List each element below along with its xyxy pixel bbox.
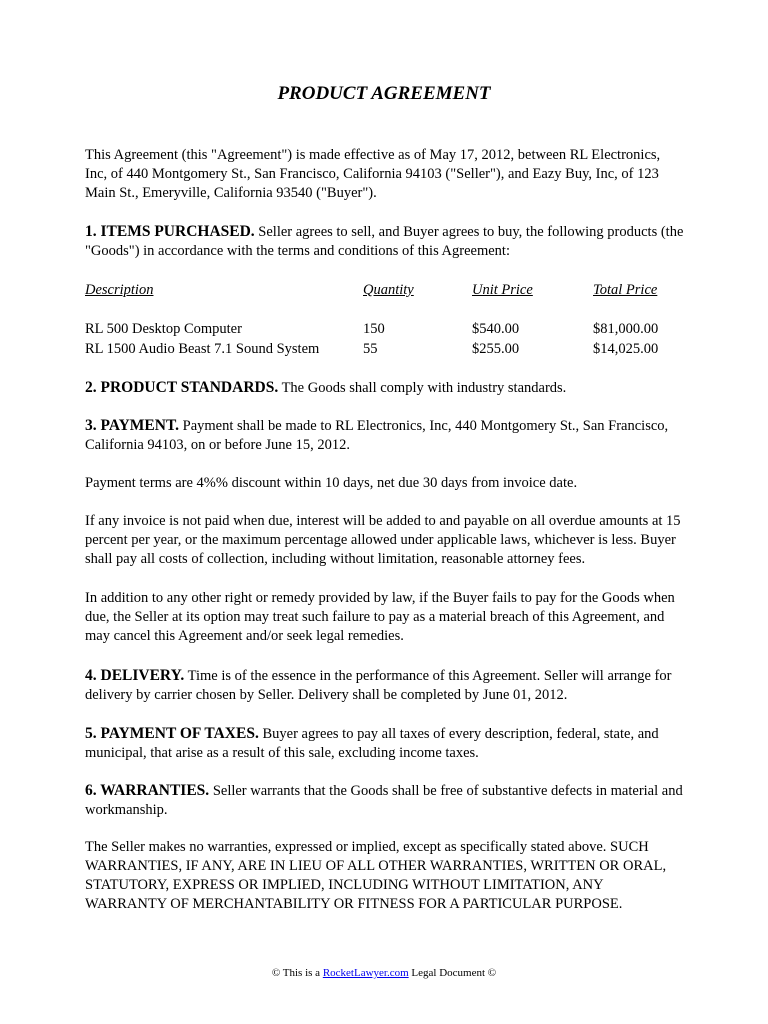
cell-total-price: $81,000.00 — [593, 321, 659, 337]
column-header-quantity: Quantity — [363, 282, 414, 298]
section-payment-of-taxes — [85, 724, 685, 763]
section-text: Seller agrees to sell, and Buyer agrees to buy, the following products (the "Goods") in accordance with the terms and conditions of this Agreement: — [85, 224, 684, 259]
table-header-row — [85, 280, 685, 319]
section-product-standards — [85, 378, 685, 398]
document-footer — [0, 966, 768, 980]
payment-interest-paragraph: If any invoice is not paid when due, interest will be added to and payable on all overdue amounts at 15 percent per year, or the maximum percentage allowed under applicable laws, whichever is less. Buyer shall pay all costs of collection, including without limitation, reasonable attorney fees. — [85, 513, 681, 567]
cell-total-price: $14,025.00 — [593, 341, 659, 357]
cell-unit-price: $540.00 — [472, 321, 520, 337]
section-text: Seller warrants that the Goods shall be free of substantive defects in material and workmanship. — [85, 783, 683, 818]
cell-description: RL 500 Desktop Computer — [85, 321, 242, 337]
footer-suffix: Legal Document © — [408, 967, 497, 979]
footer-prefix: © This is a — [271, 967, 323, 979]
table-row — [85, 339, 685, 359]
section-heading: 5. PAYMENT OF TAXES. — [85, 725, 259, 742]
section-text: Time is of the essence in the performance of this Agreement. Seller will arrange for delivery by carrier chosen by Seller. Delivery shall be completed by June 01, 2012. — [85, 668, 672, 703]
cell-description: RL 1500 Audio Beast 7.1 Sound System — [85, 341, 320, 357]
cell-unit-price: $255.00 — [472, 341, 520, 357]
section-heading: 6. WARRANTIES. — [85, 782, 210, 799]
section-text: Buyer agrees to pay all taxes of every description, federal, state, and municipal, that arise as a result of this sale, excluding income taxes. — [85, 726, 659, 761]
section-heading: 2. PRODUCT STANDARDS. — [85, 379, 279, 396]
rocketlawyer-link[interactable]: RocketLawyer.com — [322, 967, 409, 979]
column-header-total-price: Total Price — [593, 282, 658, 298]
column-header-unit-price: Unit Price — [472, 282, 533, 298]
section-text: The Goods shall comply with industry standards. — [278, 380, 567, 396]
section-heading: 3. PAYMENT. — [85, 417, 180, 434]
cell-quantity: 55 — [363, 341, 378, 357]
table-row — [85, 319, 685, 339]
document-title: PRODUCT AGREEMENT — [277, 83, 491, 104]
section-text: Payment shall be made to RL Electronics, Inc, 440 Montgomery St., San Francisco, California 94103, on or before June 15, 2012. — [85, 418, 669, 453]
intro-paragraph: This Agreement (this "Agreement") is made effective as of May 17, 2012, between RL Electronics, Inc, of 440 Montgomery St., San Francisco, California 94103 ("Seller"), and Eazy Buy, Inc, of 123 Main St., Emeryville, California 93540 ("Buyer"). — [85, 147, 661, 201]
payment-remedy-paragraph: In addition to any other right or remedy provided by law, if the Buyer fails to pay for the Goods when due, the Seller at its option may treat such failure to pay as a material breach of this Agreement, and may cancel this Agreement and/or seek legal remedies. — [85, 590, 675, 644]
section-items-purchased — [85, 222, 685, 261]
section-warranties — [85, 781, 685, 820]
payment-terms-paragraph: Payment terms are 4%% discount within 10 days, net due 30 days from invoice date. — [85, 475, 578, 491]
warranty-disclaimer-paragraph: The Seller makes no warranties, expressed or implied, except as specifically stated above. SUCH WARRANTIES, IF ANY, ARE IN LIEU OF ALL OTHER WARRANTIES, WRITTEN OR ORAL, STATUTORY, EXPRESS OR IMPLIED, INCLUDING WITHOUT LIMITATION, ANY WARRANTY OF MERCHANTABILITY OR FITNESS FOR A PARTICULAR PURPOSE. — [85, 839, 667, 912]
section-heading: 4. DELIVERY. — [85, 667, 185, 684]
cell-quantity: 150 — [363, 321, 385, 337]
section-payment — [85, 416, 685, 455]
section-delivery — [85, 666, 685, 705]
column-header-description: Description — [85, 282, 154, 298]
goods-table — [85, 280, 685, 359]
section-heading: 1. ITEMS PURCHASED. — [85, 223, 255, 240]
